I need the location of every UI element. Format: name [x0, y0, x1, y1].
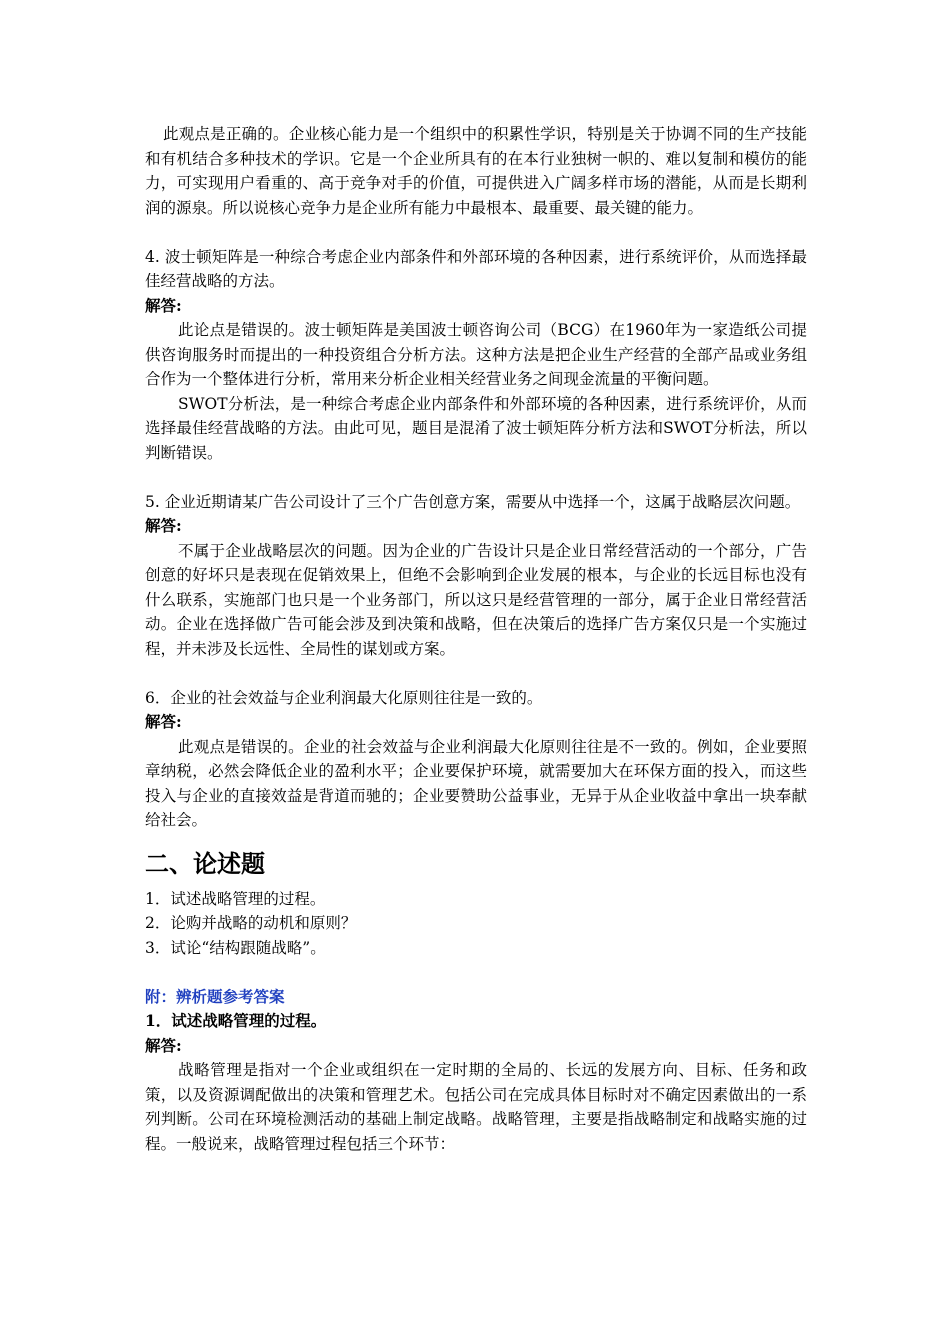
q5-question: 5. 企业近期请某广告公司设计了三个广告创意方案，需要从中选择一个，这属于战略层次问题。	[145, 492, 801, 511]
q6-answer-label: 解答:	[145, 712, 182, 731]
q5-answer-label: 解答:	[145, 516, 182, 535]
q5-answer-paragraph: 不属于企业战略层次的问题。因为企业的广告设计只是企业日常经营活动的一个部分，广告创意的好坏只是表现在促销效果上，但绝不会影响到企业发展的根本，与企业的长远目标也没有什么联系，实施部门也只是一个业务部门，所以这只是经营管理的一部分，属于企业日常经营活动。企业在选择做广告可能会涉及到决策和战略，但在决策后的选择广告方案仅只是一个实施过程，并未涉及长远性、全局性的谋划或方案。	[145, 541, 807, 658]
q6-answer-paragraph: 此观点是错误的。企业的社会效益与企业利润最大化原则往往是不一致的。例如，企业要照章纳税，必然会降低企业的盈利水平；企业要保护环境，就需要加大在环保方面的投入，而这些投入与企业的直接效益是背道而驰的；企业要赞助公益事业，无异于从企业收益中拿出一块奉献给社会。	[145, 737, 807, 829]
essay-item-2: 2．论购并战略的动机和原则？	[145, 914, 357, 932]
q4-question: 4. 波士顿矩阵是一种综合考虑企业内部条件和外部环境的各种因素，进行系统评价，从而选择最佳经营战略的方法。	[145, 247, 807, 290]
q3-answer-paragraph: 此观点是正确的。企业核心能力是一个组织中的积累性学识，特别是关于协调不同的生产技能和有机结合多种技术的学识。它是一个企业所具有的在本行业独树一帜的、难以复制和模仿的能力，可实现用户看重的、高于竞争对手的价值，可提供进入广阔多样市场的潜能，从而是长期利润的源泉。所以说核心竞争力是企业所有能力中最根本、最重要、最关键的能力。	[145, 125, 807, 217]
section-2-heading: 二、论述题	[145, 848, 265, 878]
appendix-answer-paragraph: 战略管理是指对一个企业或组织在一定时期的全局的、长远的发展方向、目标、任务和政策，以及资源调配做出的决策和管理艺术。包括公司在完成具体目标时对不确定因素做出的一系列判断。公司在环境检测活动的基础上制定战略。战略管理，主要是指战略制定和战略实施的过程。一般说来，战略管理过程包括三个环节：	[145, 1061, 807, 1153]
appendix-answer-label: 解答:	[145, 1035, 182, 1055]
q4-answer-paragraph-2: SWOT分析法，是一种综合考虑企业内部条件和外部环境的各种因素，进行系统评价，从而选择最佳经营战略的方法。由此可见，题目是混淆了波士顿矩阵分析方法和SWOT分析法，所以判断错误。	[145, 394, 807, 462]
essay-item-1: 1．试述战略管理的过程。	[145, 889, 326, 908]
essay-item-3: 3．试论“结构跟随战略”。	[145, 938, 326, 957]
appendix-question-1: 1．试述战略管理的过程。	[145, 1011, 327, 1030]
appendix-title: 附：辨析题参考答案	[145, 986, 285, 1006]
q4-answer-paragraph-1: 此论点是错误的。波士顿矩阵是美国波士顿咨询公司（BCG）在1960年为一家造纸公司提供咨询服务时而提出的一种投资组合分析方法。这种方法是把企业生产经营的全部产品或业务组合作为一个整体进行分析，常用来分析企业相关经营业务之间现金流量的平衡问题。	[145, 321, 807, 388]
document-page	[145, 122, 807, 1156]
q6-question: 6．企业的社会效益与企业利润最大化原则往往是一致的。	[145, 688, 543, 707]
q4-answer-label: 解答:	[145, 295, 182, 315]
